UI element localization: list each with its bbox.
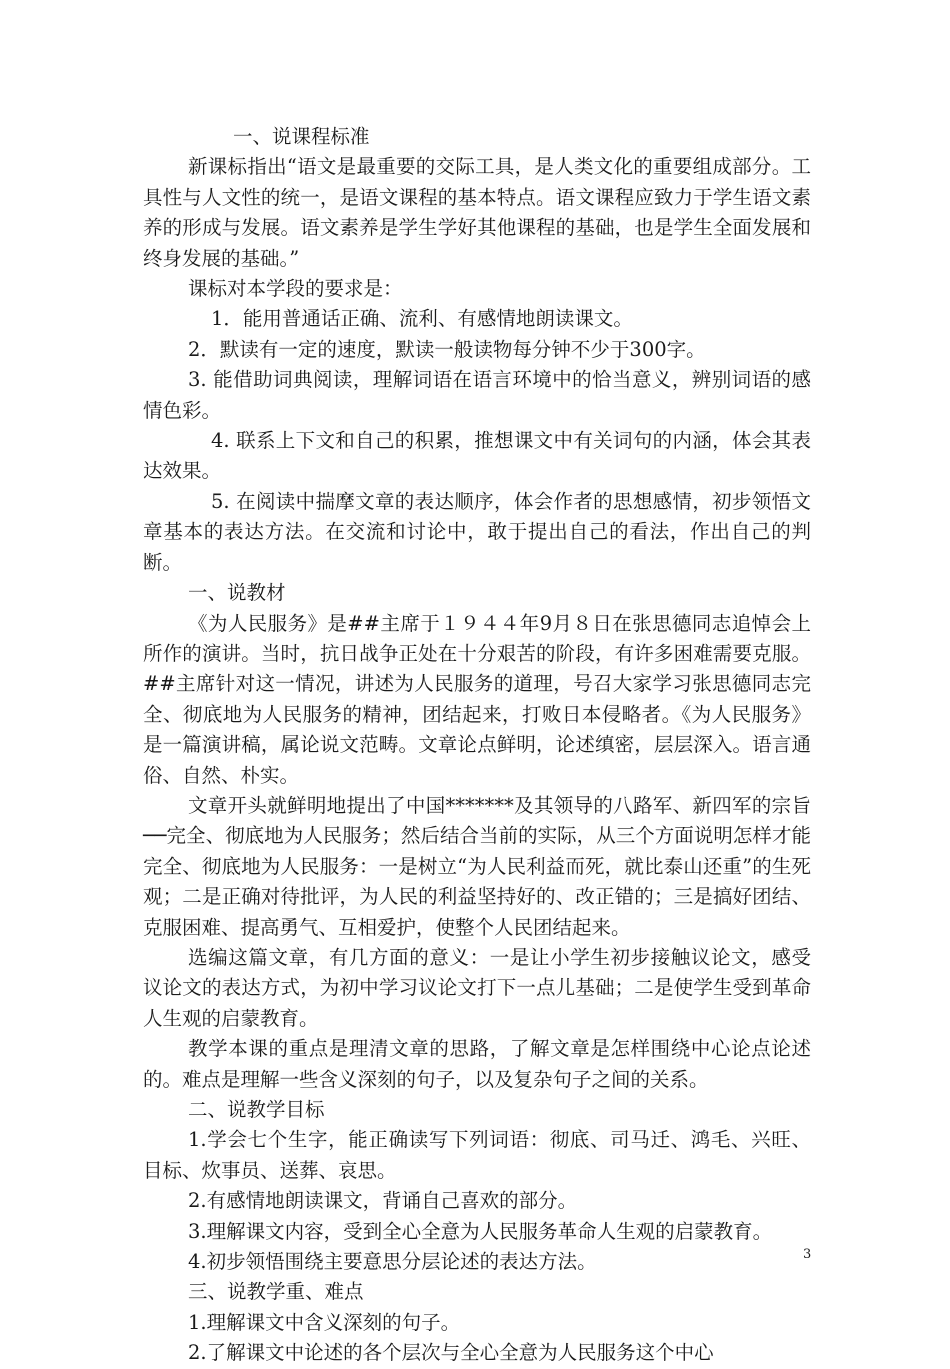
paragraph-textbook-intro: 《为人民服务》是##主席于１９４４年9月８日在张思德同志追悼会上所作的演讲。当时，抗日战争正处在十分艰苦的阶段，有许多困难需要克服。##主席针对这一情况，讲述为人民服务的道理，号召大家学习张思德同志完全、彻底地为人民服务的精神，团结起来，打败日本侵略者。《为人民服务》是一篇演讲稿，属论说文范畴。文章论点鲜明，论述缜密，层层深入。语言通俗、自然、朴实。	[143, 611, 811, 787]
goal-item-3: 3.理解课文内容，受到全心全意为人民服务革命人生观的启蒙教育。	[188, 1219, 773, 1243]
goal-item-2: 2.有感情地朗读课文，背诵自己喜欢的部分。	[188, 1189, 578, 1213]
paragraph-new-standard-quote: 新课标指出“语文是最重要的交际工具，是人类文化的重要组成部分。工具性与人文性的统一，是语文课程的基本特点。语文课程应致力于学生语文素养的形成与发展。语文素养是学生学好其他课程的基础，也是学生全面发展和终身发展的基础。”	[143, 155, 811, 270]
paragraph-stage-requirements: 课标对本学段的要求是：	[188, 277, 403, 301]
key-point-item-2: 2.了解课文中论述的各个层次与全心全意为人民服务这个中心	[188, 1341, 714, 1365]
section-heading-curriculum-standard: 一、说课程标准	[233, 125, 370, 148]
document-body	[143, 122, 811, 1369]
paragraph-article-structure: 文章开头就鲜明地提出了中国*******及其领导的八路军、新四军的宗旨──完全、彻底地为人民服务；然后结合当前的实际，从三个方面说明怎样才能完全、彻底地为人民服务：一是树立“为人民利益而死，就比泰山还重”的生死观；二是正确对待批评，为人民的利益坚持好的、改正错的；三是搞好团结、克服困难、提高勇气、互相爱护，使整个人民团结起来。	[143, 793, 811, 939]
requirement-item-3: 3. 能借助词典阅读，理解词语在语言环境中的恰当意义，辨别词语的感情色彩。	[143, 368, 811, 422]
goal-item-4: 4.初步领悟围绕主要意思分层论述的表达方法。	[188, 1250, 597, 1274]
paragraph-key-difficult-points: 教学本课的重点是理清文章的思路，了解文章是怎样围绕中心论点论述的。难点是理解一些含义深刻的句子，以及复杂句子之间的关系。	[143, 1037, 811, 1091]
paragraph-selection-significance: 选编这篇文章，有几方面的意义：一是让小学生初步接触议论文，感受议论文的表达方式，为初中学习议论文打下一点儿基础；二是使学生受到革命人生观的启蒙教育。	[143, 945, 811, 1030]
page-number: 3	[803, 1247, 812, 1262]
section-heading-key-points: 三、说教学重、难点	[188, 1280, 364, 1304]
goal-item-1: 1.学会七个生字，能正确读写下列词语：彻底、司马迁、鸿毛、兴旺、目标、炊事员、送葬、哀思。	[143, 1128, 811, 1182]
requirement-item-2: 2．默读有一定的速度，默读一般读物每分钟不少于300字。	[188, 337, 706, 361]
section-heading-textbook: 一、说教材	[188, 581, 286, 605]
requirement-item-5: 5. 在阅读中揣摩文章的表达顺序，体会作者的思想感情，初步领悟文章基本的表达方法。在交流和讨论中，敢于提出自己的看法，作出自己的判断。	[143, 489, 811, 574]
key-point-item-1: 1.理解课文中含义深刻的句子。	[188, 1310, 461, 1334]
section-heading-teaching-goals: 二、说教学目标	[188, 1098, 325, 1121]
requirement-item-1: 1．能用普通话正确、流利、有感情地朗读课文。	[211, 307, 633, 331]
requirement-item-4: 4. 联系上下文和自己的积累，推想课文中有关词句的内涵，体会其表达效果。	[143, 429, 811, 483]
